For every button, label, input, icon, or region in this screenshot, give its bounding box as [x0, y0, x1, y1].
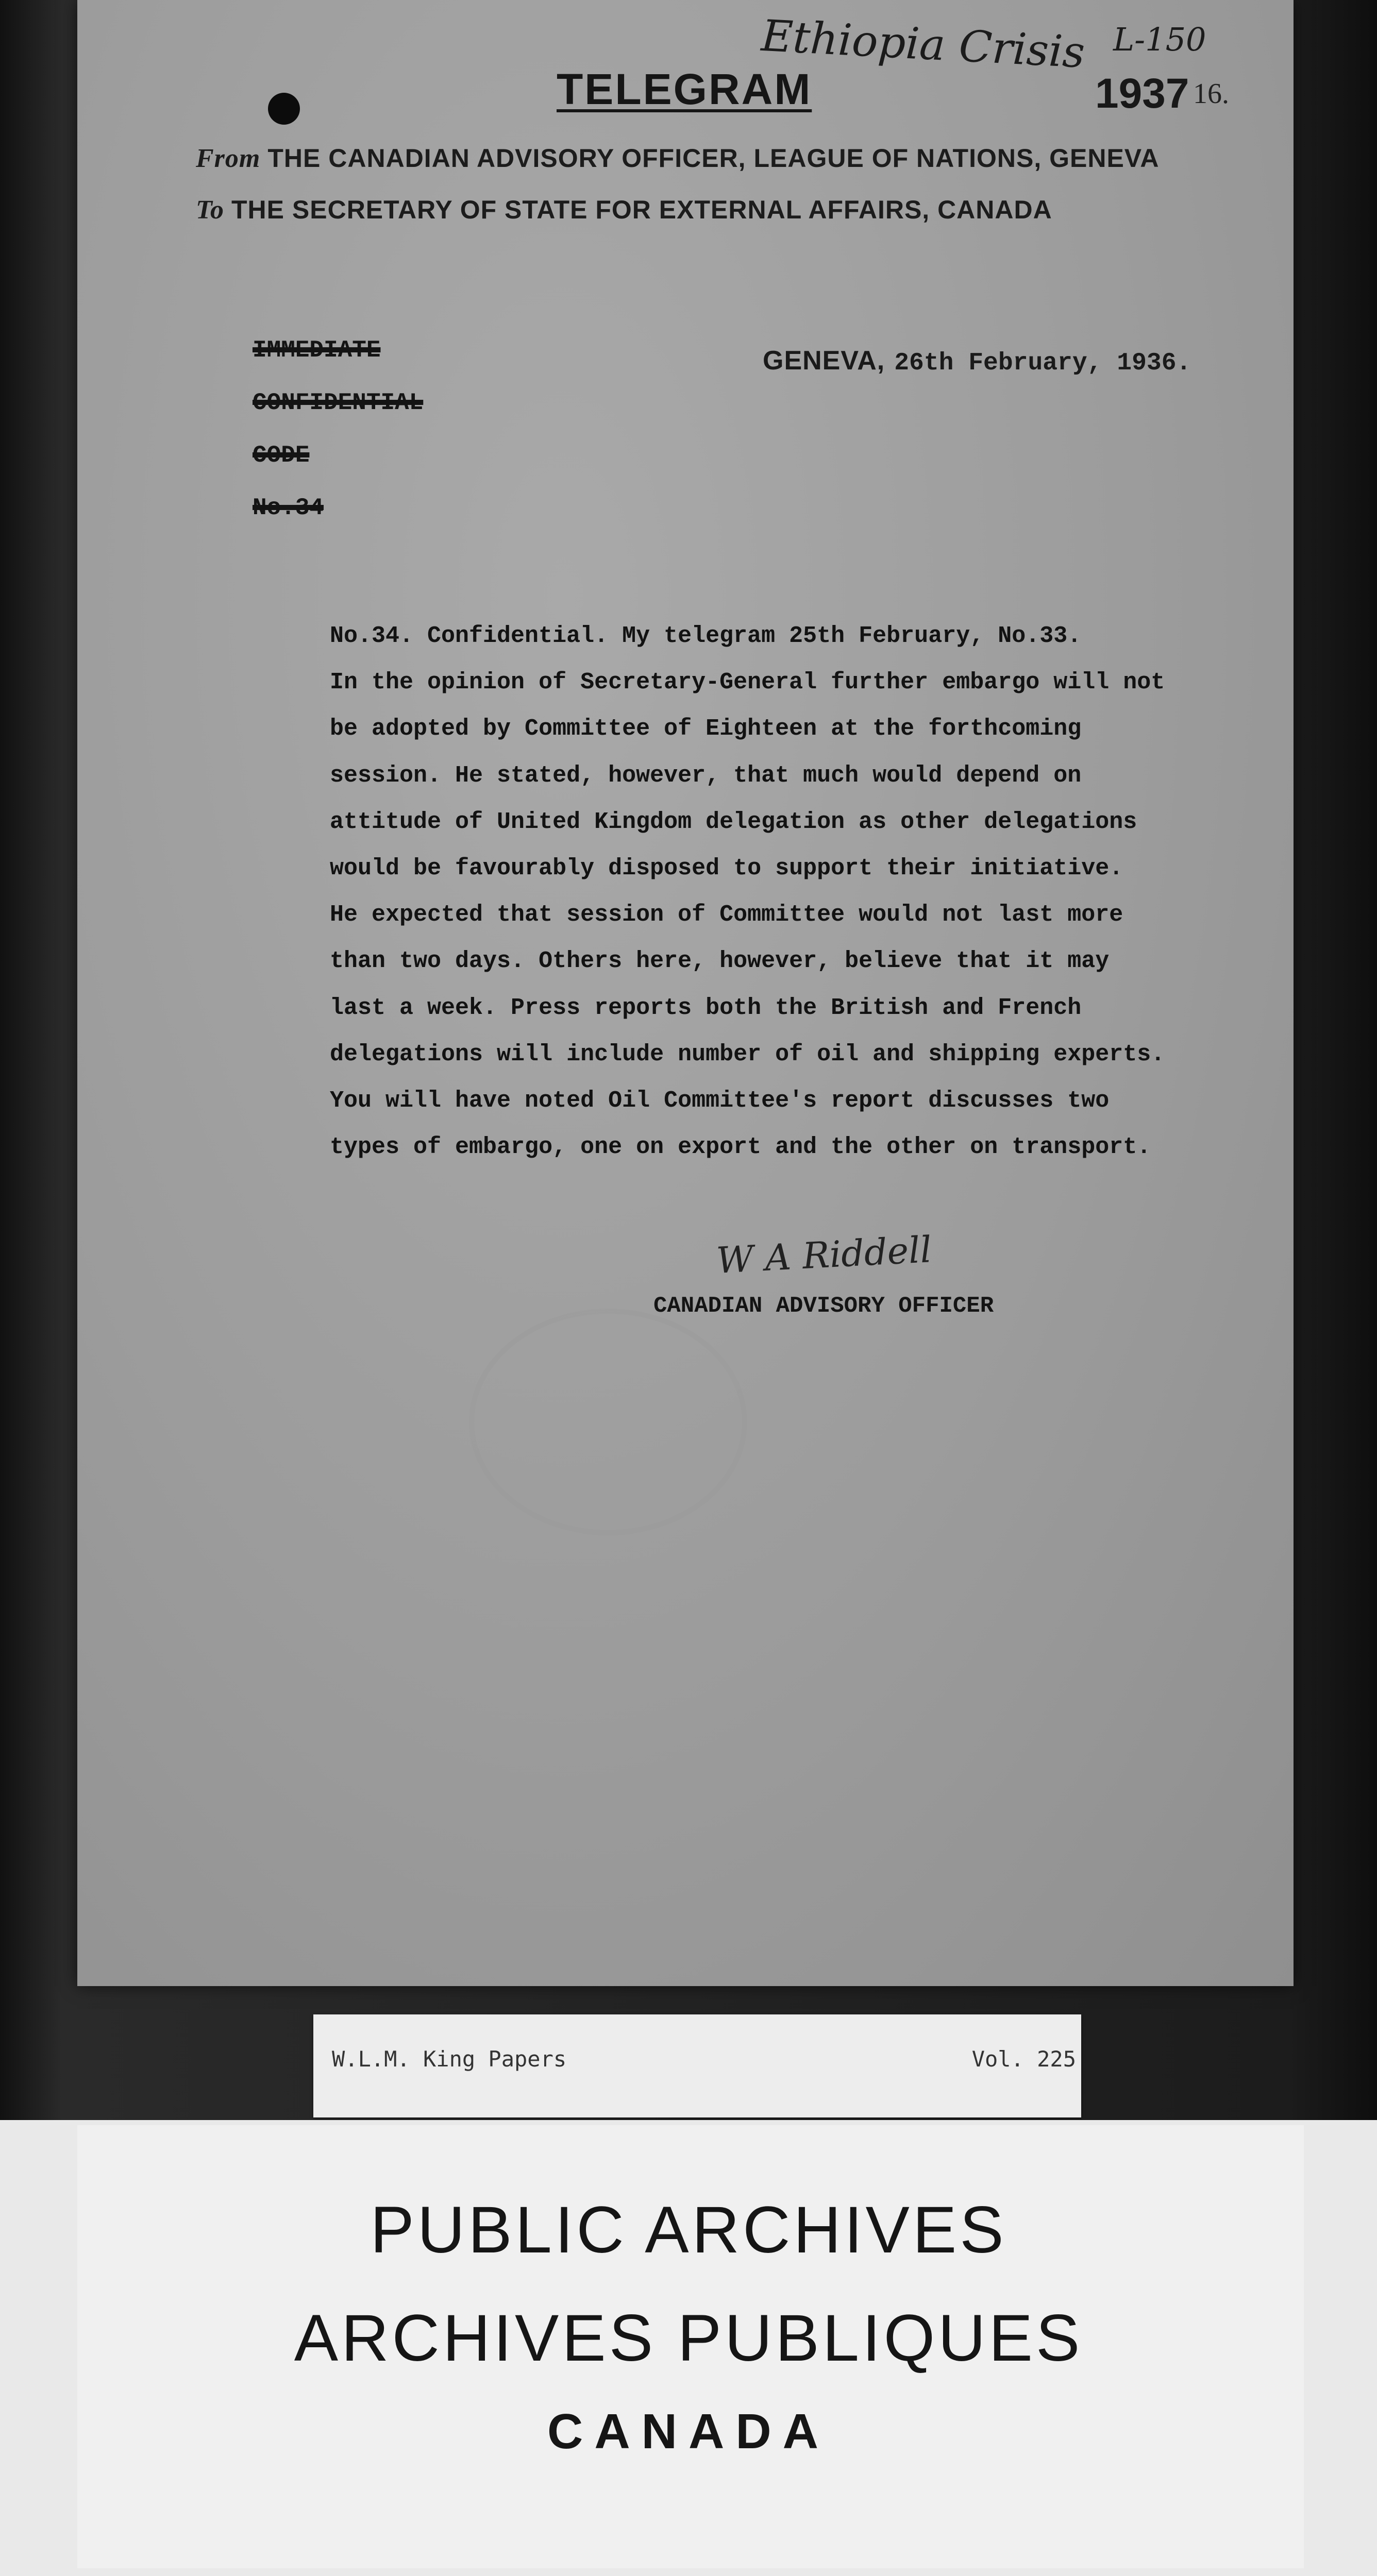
tag-number: No.34: [253, 495, 324, 521]
faded-stamp-mark: [469, 1309, 747, 1535]
signatory: CANADIAN ADVISORY OFFICER: [653, 1293, 994, 1319]
dateline-place: GENEVA,: [763, 346, 885, 376]
body-line: In the opinion of Secretary-General further embargo will not: [330, 669, 1165, 696]
routing-from-text: THE CANADIAN ADVISORY OFFICER, LEAGUE OF NATIONS, GENEVA: [267, 144, 1160, 173]
punch-hole: [268, 93, 300, 125]
collection-name: W.L.M. King Papers: [332, 2046, 567, 2072]
volume-number: Vol. 225: [971, 2046, 1076, 2072]
archive-name-english: PUBLIC ARCHIVES: [370, 2193, 1007, 2267]
archive-country: CANADA: [547, 2404, 830, 2459]
file-number-suffix: 16.: [1193, 78, 1229, 110]
telegram-body: [330, 621, 1268, 1178]
archive-name-french: ARCHIVES PUBLIQUES: [294, 2301, 1083, 2375]
routing-to-label: To: [196, 195, 224, 225]
body-line: types of embargo, one on export and the other on transport.: [330, 1134, 1151, 1161]
body-line: He expected that session of Committee would not last more: [330, 902, 1123, 928]
body-line: delegations will include number of oil and shipping experts.: [330, 1041, 1165, 1067]
routing-to-line: [196, 195, 1052, 225]
tag-confidential: CONFIDENTIAL: [253, 389, 424, 416]
tag-code: CODE: [253, 442, 310, 469]
classification-tags: [253, 335, 423, 545]
routing-from-label: From: [196, 144, 261, 173]
body-line: last a week. Press reports both the British and French: [330, 994, 1082, 1021]
archive-label-strip: [313, 2014, 1081, 2117]
document-title: TELEGRAM: [557, 65, 812, 113]
file-number: 1937: [1095, 70, 1189, 117]
handwritten-reference: L-150: [1113, 21, 1206, 58]
body-line: than two days. Others here, however, believe that it may: [330, 948, 1110, 975]
tag-immediate: IMMEDIATE: [253, 337, 381, 364]
body-line: You will have noted Oil Committee's report discusses two: [330, 1087, 1110, 1114]
handwritten-signature: W A Riddell: [715, 1228, 933, 1282]
body-line: attitude of United Kingdom delegation as other delegations: [330, 808, 1137, 835]
body-line: No.34. Confidential. My telegram 25th February, No.33.: [330, 623, 1082, 649]
routing-from-line: [196, 143, 1160, 174]
body-line: session. He stated, however, that much would depend on: [330, 762, 1082, 789]
routing-to-text: THE SECRETARY OF STATE FOR EXTERNAL AFFAIRS, CANADA: [231, 195, 1052, 224]
body-line: would be favourably disposed to support their initiative.: [330, 855, 1123, 882]
dateline: [763, 345, 1191, 377]
handwritten-annotation: Ethiopia Crisis: [760, 10, 1086, 78]
body-line: be adopted by Committee of Eighteen at the forthcoming: [330, 716, 1082, 742]
dateline-date: 26th February, 1936.: [894, 349, 1191, 377]
